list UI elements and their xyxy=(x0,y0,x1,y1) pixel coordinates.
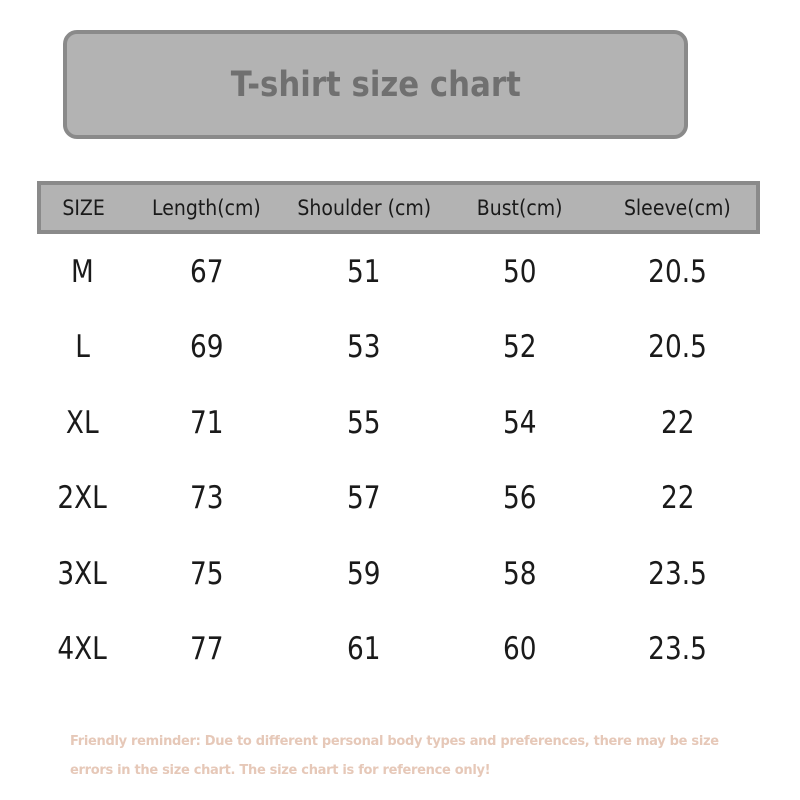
table-row xyxy=(39,385,758,461)
cell-shoulder: 57 xyxy=(347,480,381,517)
cell-sleeve: 22 xyxy=(661,404,695,441)
cell-length: 69 xyxy=(189,329,224,366)
cell-shoulder: 61 xyxy=(347,631,381,668)
header-sleeve: Sleeve(cm) xyxy=(598,183,758,232)
cell-size: 3XL xyxy=(57,555,108,592)
table-row xyxy=(39,536,758,612)
header-size: SIZE xyxy=(39,183,126,232)
header-bust: Bust(cm) xyxy=(441,183,598,232)
cell-size: 2XL xyxy=(57,480,108,517)
table-row xyxy=(39,310,758,386)
cell-sleeve: 23.5 xyxy=(648,631,708,668)
cell-shoulder: 51 xyxy=(347,253,381,290)
cell-size: M xyxy=(71,253,94,290)
cell-shoulder: 55 xyxy=(347,404,381,441)
cell-size: L xyxy=(75,329,90,366)
cell-length: 71 xyxy=(189,404,224,441)
cell-length: 67 xyxy=(189,253,224,290)
cell-length: 75 xyxy=(189,555,224,592)
table-row xyxy=(39,612,758,688)
chart-title: T-shirt size chart xyxy=(230,64,521,105)
cell-shoulder: 53 xyxy=(347,329,381,366)
table-row xyxy=(39,232,758,310)
cell-bust: 52 xyxy=(502,329,537,366)
cell-size: XL xyxy=(66,404,99,441)
cell-bust: 58 xyxy=(502,555,537,592)
cell-length: 73 xyxy=(189,480,224,517)
cell-length: 77 xyxy=(189,631,224,668)
cell-bust: 54 xyxy=(502,404,537,441)
cell-sleeve: 20.5 xyxy=(648,329,708,366)
cell-sleeve: 23.5 xyxy=(648,555,708,592)
title-banner xyxy=(63,30,688,139)
cell-size: 4XL xyxy=(57,631,108,668)
cell-sleeve: 22 xyxy=(661,480,695,517)
size-table xyxy=(37,181,760,687)
header-shoulder: Shoulder (cm) xyxy=(287,183,441,232)
cell-bust: 50 xyxy=(502,253,537,290)
friendly-reminder: Friendly reminder: Due to different personal body types and preferences, there may be size errors in the size chart. The size chart is for reference only! xyxy=(70,734,719,778)
table-header-row xyxy=(39,183,758,232)
cell-bust: 56 xyxy=(502,480,537,517)
cell-sleeve: 20.5 xyxy=(648,253,708,290)
table-row xyxy=(39,461,758,537)
cell-bust: 60 xyxy=(502,631,537,668)
cell-shoulder: 59 xyxy=(347,555,381,592)
header-length: Length(cm) xyxy=(126,183,287,232)
